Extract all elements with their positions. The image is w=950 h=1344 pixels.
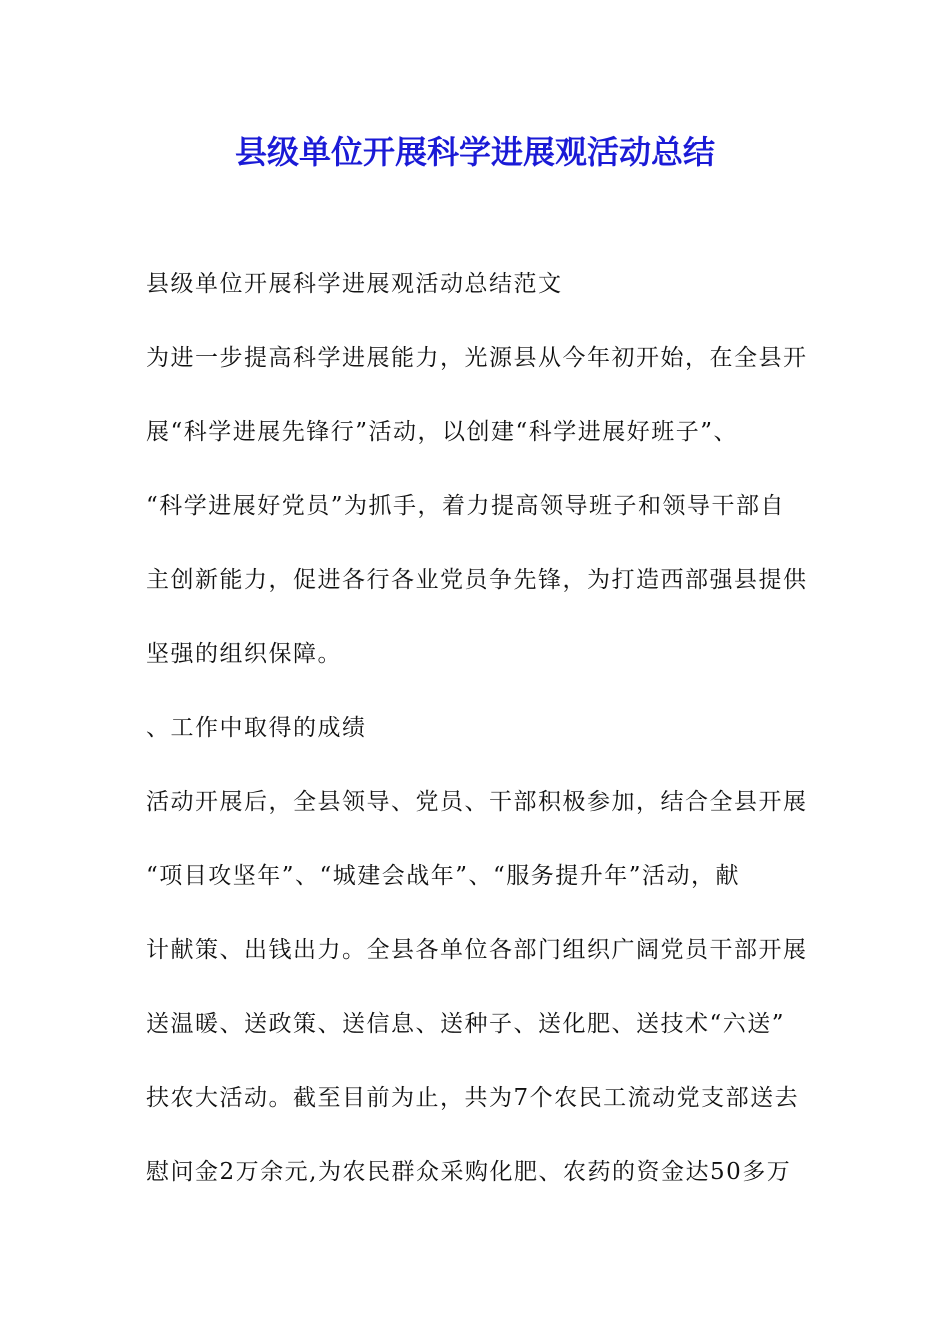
- paragraph-line: “科学进展好党员”为抓手，着力提高领导班子和领导干部自: [146, 493, 786, 519]
- paragraph-line: 活动开展后，全县领导、党员、干部积极参加，结合全县开展: [146, 789, 808, 815]
- paragraph-line: 计献策、出钱出力。全县各单位各部门组织广阔党员干部开展: [146, 937, 808, 963]
- paragraph-line: 展“科学进展先锋行”活动，以创建“科学进展好班子”、: [146, 419, 739, 445]
- paragraph-line: “项目攻坚年”、“城建会战年”、“服务提升年”活动，献: [146, 863, 741, 889]
- paragraph-line: 送温暖、送政策、送信息、送种子、送化肥、送技术“六送”: [146, 1011, 786, 1037]
- paragraph-line: 主创新能力，促进各行各业党员争先锋，为打造西部强县提供: [146, 567, 808, 593]
- paragraph-line: 慰问金2万余元,为农民群众采购化肥、农药的资金达50多万: [146, 1159, 792, 1185]
- document-body: [146, 260, 826, 1222]
- document-title: 县级单位开展科学进展观活动总结: [234, 133, 715, 171]
- paragraph-line: 扶农大活动。截至目前为止，共为7个农民工流动党支部送去: [146, 1085, 800, 1111]
- subtitle-line: 县级单位开展科学进展观活动总结范文: [146, 271, 563, 297]
- paragraph-line: 坚强的组织保障。: [146, 641, 342, 667]
- paragraph-line: 为进一步提高科学进展能力，光源县从今年初开始，在全县开: [146, 345, 808, 371]
- section-heading: 、工作中取得的成绩: [146, 715, 367, 741]
